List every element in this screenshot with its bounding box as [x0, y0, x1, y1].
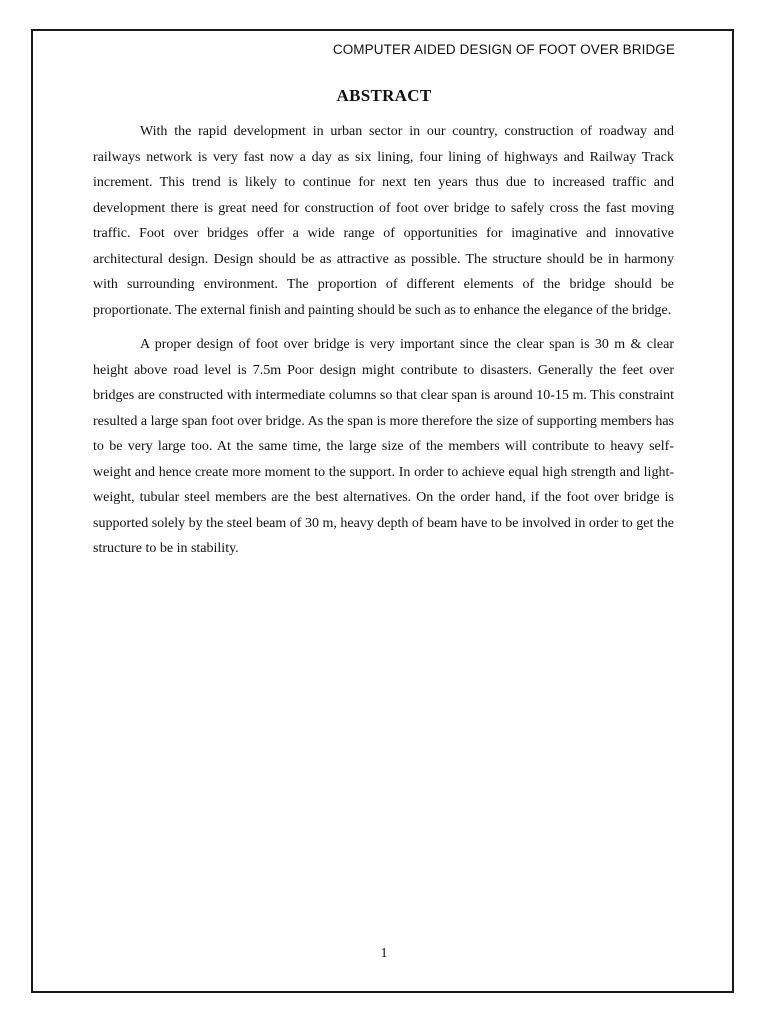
- section-heading: ABSTRACT: [336, 86, 432, 105]
- paragraph: With the rapid development in urban sector in our country, construction of roadway and railways network is very fast now a day as six lining, four lining of highways and Railway Track increment. This trend is likely to continue for next ten years thus due to increased traffic and development there is great need for construction of foot over bridge to safely cross the fast moving traffic. Foot over bridges offer a wide range of opportunities for imaginative and innovative architectural design. Design should be as attractive as possible. The structure should be in harmony with surrounding environment. The proportion of different elements of the bridge should be proportionate. The external finish and painting should be such as to enhance the elegance of the bridge.: [93, 124, 674, 318]
- running-header: COMPUTER AIDED DESIGN OF FOOT OVER BRIDGE: [332, 42, 675, 57]
- paragraph: A proper design of foot over bridge is very important since the clear span is 30 m & clear height above road level is 7.5m Poor design might contribute to disasters. Generally the feet over bridges are constructed with intermediate columns so that clear span is around 10-15 m. This constraint resulted a large span foot over bridge. As the span is more therefore the size of supporting members has to be very large too. At the same time, the large size of the members will contribute to heavy self-weight and hence create more moment to the support. In order to achieve equal high strength and light-weight, tubular steel members are the best alternatives. On the order hand, if the foot over bridge is supported solely by the steel beam of 30 m, heavy depth of beam have to be involved in order to get the structure to be in stability.: [93, 337, 674, 556]
- body-text: [93, 119, 674, 571]
- page-number: 1: [380, 946, 388, 961]
